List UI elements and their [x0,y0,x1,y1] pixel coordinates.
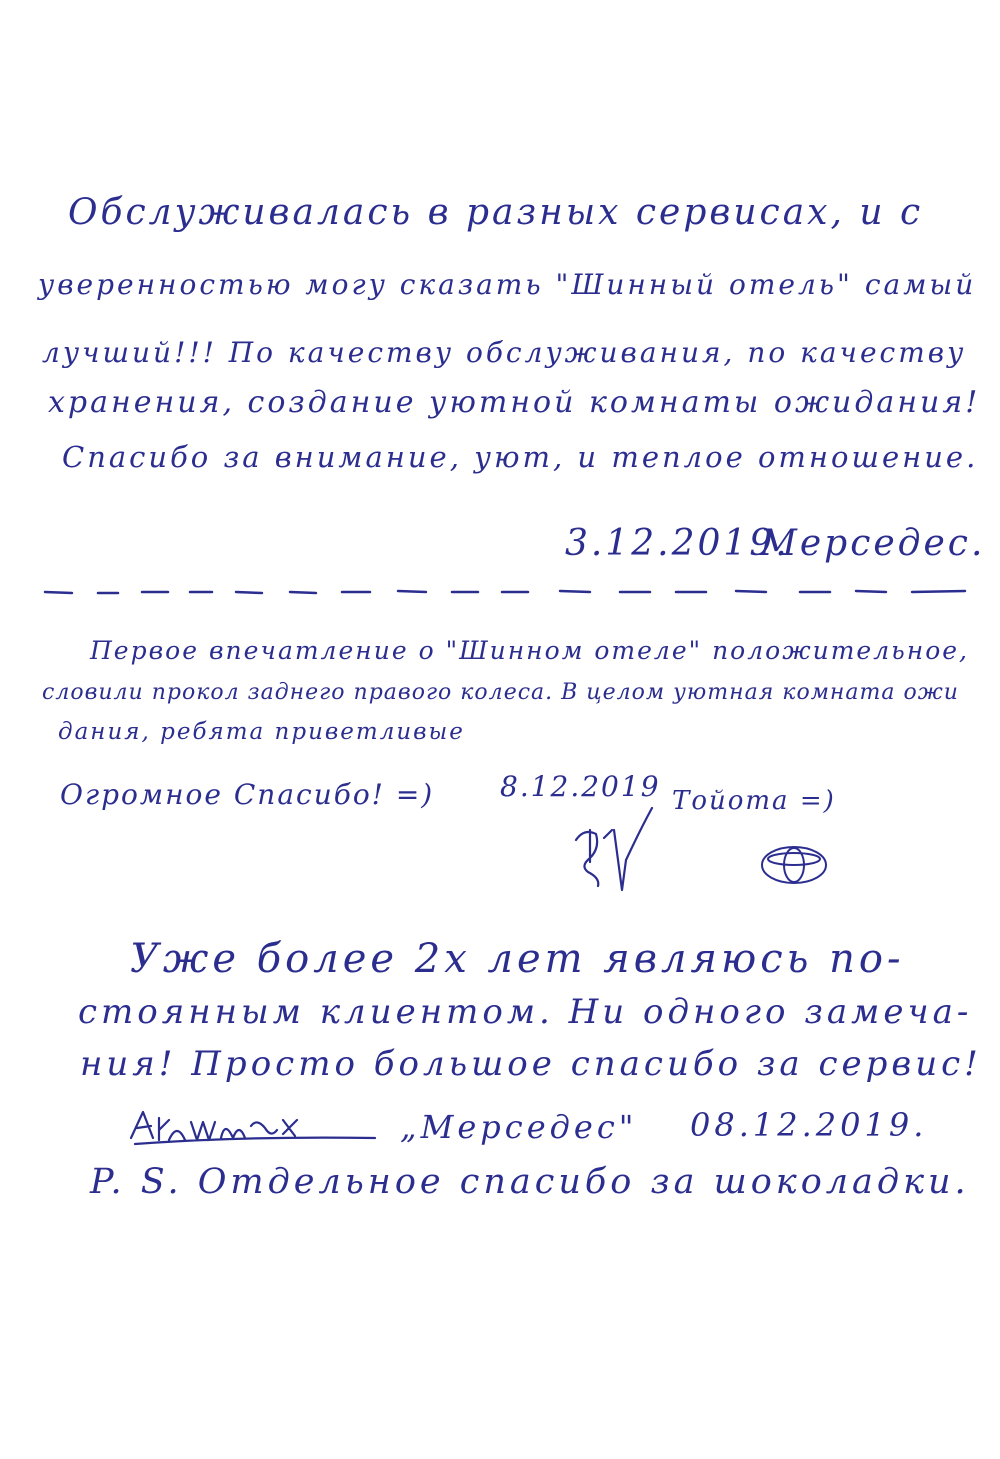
review3-line-1: Уже более 2х лет являюсь по- [130,936,905,982]
review3-car: „Мерседес" [400,1108,638,1146]
review3-ps: P. S. Отдельное спасибо за шоколадки. [90,1162,970,1202]
review1-line-4: хранения, создание уютной комнаты ожидания! [48,385,981,420]
review1-line-3: лучший!!! По качеству обслуживания, по качеству [42,336,967,369]
review2-line-1: Первое впечатление о "Шинном отеле" положительное, [90,636,970,665]
review1-line-2: уверенностью могу сказать "Шинный отель" самый [38,268,977,301]
dashed-divider [0,575,1000,605]
review2-thanks: Огромное Спасибо! =) [60,778,435,811]
review1-line-5: Спасибо за внимание, уют, и теплое отношение. [62,440,979,474]
review1-date: 3.12.2019. [565,523,790,564]
signature-review2 [560,800,670,900]
review2-line-2: словили прокол заднего правого колеса. В целом уютная комната ожи [42,680,959,705]
review2-line-3: дания, ребята приветливые [58,719,465,745]
toyota-logo-sketch [758,842,830,888]
review3-line-2: стоянным клиентом. Ни одного замеча- [78,992,973,1032]
signature-review3 [125,1100,385,1150]
review2-date: 8.12.2019 [500,770,661,803]
review3-line-3: ния! Просто большое спасибо за сервис! [80,1044,982,1084]
review3-date: 08.12.2019. [690,1106,928,1144]
review2-car: Тойота =) [672,786,836,816]
review1-car: Мерседес. [760,523,986,564]
review1-line-1: Обслуживалась в разных сервисах, и с [68,192,924,233]
